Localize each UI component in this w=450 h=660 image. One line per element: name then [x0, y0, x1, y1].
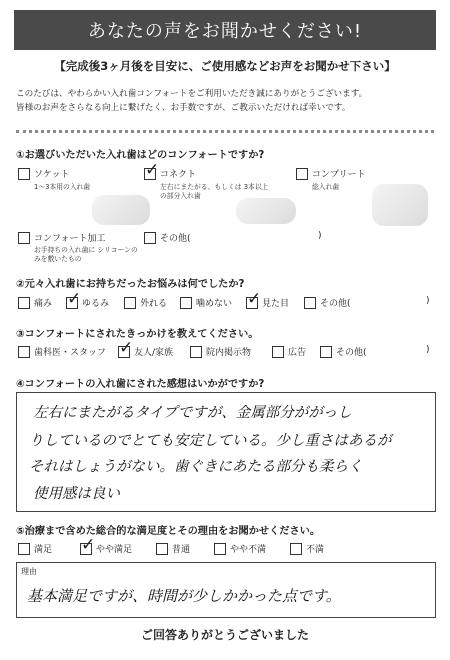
checkbox[interactable]	[18, 346, 30, 358]
q1-option-complete[interactable]: コンプリート	[296, 167, 366, 180]
q5-option-satisfied[interactable]: 満足	[18, 542, 52, 555]
reason-label: 理由	[21, 567, 37, 576]
checkbox[interactable]	[272, 346, 284, 358]
denture-photo	[372, 184, 428, 226]
q1-option-processing-note: お手持ちの入れ歯に シリコーンのみを敷いたもの	[34, 246, 138, 263]
q1-option-connect-note: 左右にまたがる、もしくは 3本以上の部分入れ歯	[160, 183, 269, 200]
checkbox[interactable]	[124, 297, 136, 309]
q4-answer-line-3: それはしょうがない。歯ぐきにあたる部分も柔らく	[29, 459, 363, 475]
close-paren: )	[426, 345, 430, 355]
checkbox[interactable]	[18, 232, 30, 244]
q5-option-somewhat-dissatisfied[interactable]: やや不満	[214, 542, 266, 555]
q3-option-dental-staff[interactable]: 歯科医・スタッフ	[18, 345, 106, 358]
intro-line-2: 皆様のお声をさらなる向上に繋げたく、お手数ですが、ご教示いただければ幸いです。	[16, 103, 351, 113]
checkbox-checked[interactable]	[144, 168, 156, 180]
q3-option-other[interactable]: その他(	[320, 345, 367, 358]
checkbox[interactable]	[190, 346, 202, 358]
denture-photo	[92, 195, 150, 225]
checkbox[interactable]	[304, 297, 316, 309]
checkbox[interactable]	[296, 168, 308, 180]
denture-photo	[236, 198, 296, 224]
checkbox[interactable]	[18, 543, 30, 555]
divider	[16, 130, 434, 133]
checkbox[interactable]	[290, 543, 302, 555]
q4-answer-line-4: 使用感は良い	[33, 486, 120, 502]
checkbox-checked[interactable]	[80, 543, 92, 555]
checkbox[interactable]	[214, 543, 226, 555]
q5-option-somewhat-satisfied[interactable]: ✓ やや満足	[80, 542, 132, 555]
q5-option-neutral[interactable]: 普通	[156, 542, 190, 555]
q5-reason-box[interactable]	[16, 562, 436, 618]
q5-reason-text: 基本満足ですが、時間が少しかかった点です。	[27, 587, 341, 605]
q4-answer-box[interactable]	[16, 392, 436, 512]
checkbox-checked[interactable]	[66, 297, 78, 309]
q2-title: ②元々入れ歯にお持ちだったお悩みは何でしたか?	[16, 279, 245, 290]
footer-thanks: ご回答ありがとうございました	[140, 628, 309, 642]
intro-text	[16, 87, 436, 115]
close-paren: )	[318, 231, 322, 241]
q3-option-ad[interactable]: 広告	[272, 345, 306, 358]
checkbox[interactable]	[156, 543, 168, 555]
intro-line-1: このたびは、やわらかい入れ歯コンフォートをご利用いただき誠にありがとうございます。	[16, 89, 368, 99]
q5-option-dissatisfied[interactable]: 不満	[290, 542, 324, 555]
checkbox[interactable]	[18, 297, 30, 309]
q2-option-appearance[interactable]: ✓ 見た目	[246, 296, 289, 309]
q1-option-complete-note: 総入れ歯	[312, 183, 340, 191]
checkbox[interactable]	[320, 346, 332, 358]
q1-option-connect[interactable]: ✓ コネクト	[144, 167, 196, 180]
q2-option-loose[interactable]: ✓ ゆるみ	[66, 296, 109, 309]
q4-answer-line-2: りしているのでとても安定している。少し重さはあるが	[29, 433, 392, 449]
q2-option-cant-chew[interactable]: 噛めない	[180, 296, 232, 309]
q3-option-friend-family[interactable]: ✓ 友人/家族	[118, 345, 173, 358]
q1-option-socket-note: 1〜3本用の入れ歯	[34, 183, 91, 191]
close-paren: )	[426, 296, 430, 306]
q3-option-clinic-poster[interactable]: 院内掲示物	[190, 345, 251, 358]
q2-option-other[interactable]: その他(	[304, 296, 351, 309]
q1-title: ①お選びいただいた入れ歯はどのコンフォートですか?	[16, 150, 265, 161]
q1-option-processing[interactable]: コンフォート加工	[18, 231, 106, 244]
q3-title: ③コンフォートにされたきっかけを教えてください。	[16, 329, 259, 340]
q2-option-falls-out[interactable]: 外れる	[124, 296, 167, 309]
checkbox[interactable]	[180, 297, 192, 309]
q4-title: ④コンフォートの入れ歯にされた感想はいかがですか?	[16, 379, 265, 390]
q5-title: ⑤治療まで含めた総合的な満足度とその理由をお聞かせください。	[16, 526, 321, 537]
q1-option-other[interactable]: その他(	[144, 231, 191, 244]
subtitle: 【完成後3ヶ月後を目安に、ご使用感などお声をお聞かせ下さい】	[54, 59, 396, 73]
checkbox[interactable]	[18, 168, 30, 180]
checkbox-checked[interactable]	[246, 297, 258, 309]
checkbox-checked[interactable]	[118, 346, 130, 358]
q4-answer-line-1: 左右にまたがるタイプですが、金属部分ががっし	[33, 405, 352, 421]
q1-option-socket[interactable]: ソケット	[18, 167, 69, 180]
q2-option-pain[interactable]: 痛み	[18, 296, 52, 309]
checkbox[interactable]	[144, 232, 156, 244]
page-title: あなたの声をお聞かせください!	[14, 10, 436, 50]
